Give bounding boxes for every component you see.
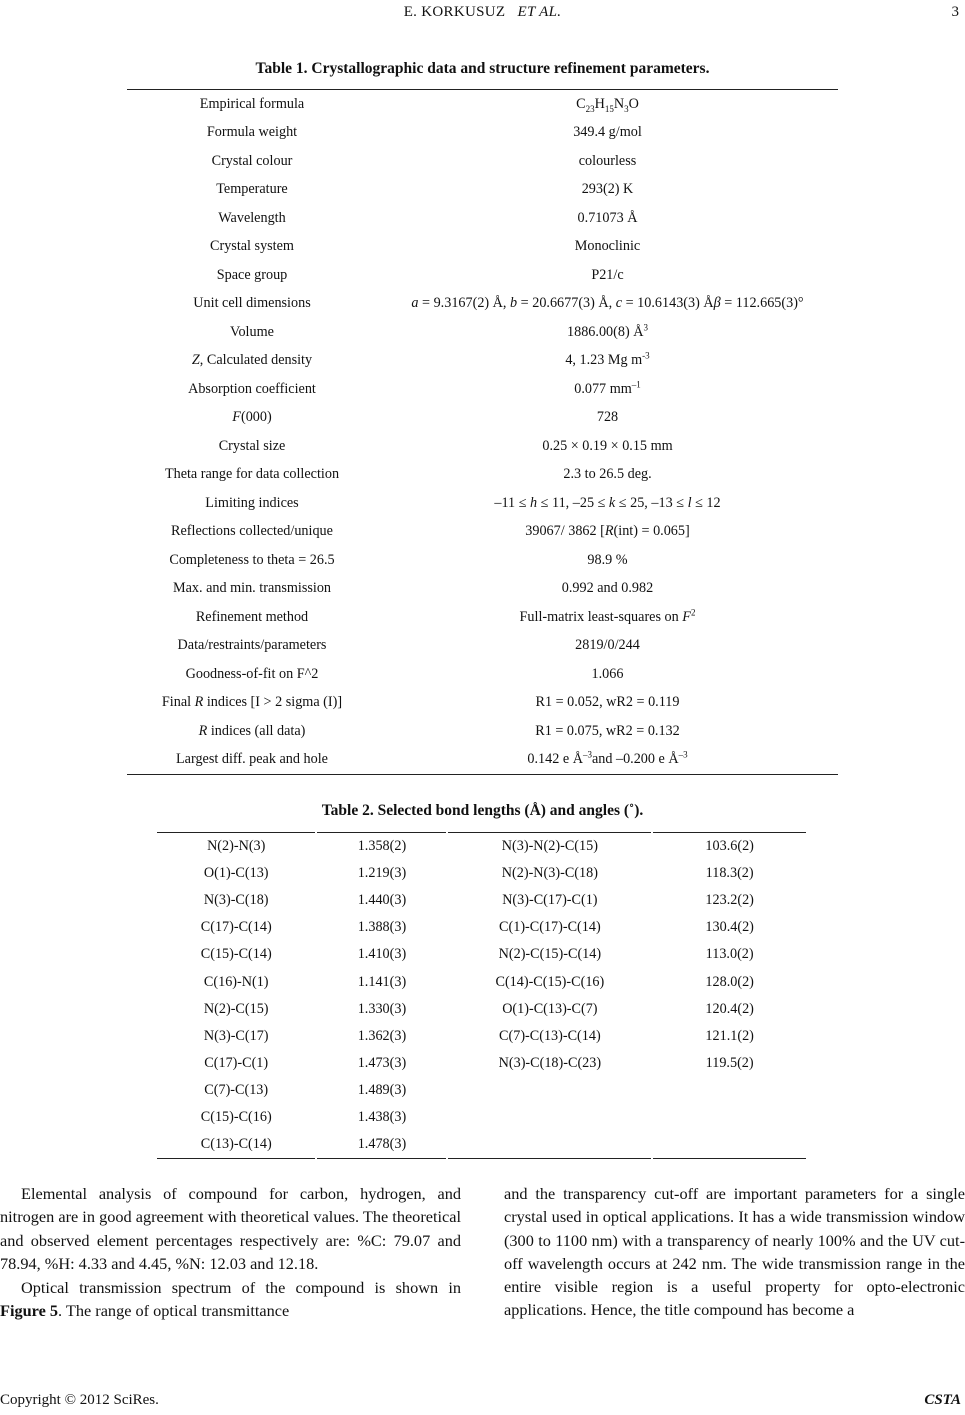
- table1-row: [127, 546, 838, 575]
- bond-length: 1.489(3): [316, 1077, 447, 1104]
- parameter-label: Goodness-of-fit on F^2: [185, 665, 319, 682]
- angle-atoms: N(2)-C(15)-C(14): [447, 941, 652, 968]
- parameter-label: Z, Calculated density: [191, 352, 313, 369]
- table1-row: [127, 318, 838, 347]
- parameter-label: Crystal colour: [211, 152, 293, 169]
- body-column-right: [504, 1182, 965, 1322]
- parameter-value: 293(2) K: [581, 181, 634, 198]
- bond-name: O(1)-C(13): [203, 865, 269, 882]
- parameter-label: Formula weight: [206, 124, 298, 141]
- parameter-label: Crystal size: [218, 437, 286, 454]
- parameter-label: Volume: [230, 323, 274, 340]
- parameter-label: Data/restraints/parameters: [177, 637, 327, 654]
- parameter-label: Theta range for data collection: [164, 466, 340, 483]
- running-head: [0, 4, 965, 26]
- table1-row: [127, 432, 838, 461]
- table1-row: [127, 746, 838, 775]
- table1-row: [127, 290, 838, 319]
- angle-value: 128.0(2): [652, 968, 806, 995]
- table1-row: [127, 404, 838, 433]
- bond-name: C(16)-N(1): [203, 973, 269, 990]
- table2-row: [157, 968, 806, 995]
- bond-name: C(13)-C(14): [157, 1131, 316, 1159]
- table1-row: [127, 518, 838, 547]
- table1-row: [127, 176, 838, 205]
- angle-value: 119.5(2): [652, 1050, 806, 1077]
- table1-row: [127, 489, 838, 518]
- parameter-label: R indices (all data): [198, 722, 306, 739]
- parameter-label: Refinement method: [195, 608, 309, 625]
- figure-ref: Figure 5: [0, 1301, 59, 1321]
- angle-value: [652, 1077, 806, 1104]
- bond-name: C(15)-C(14): [200, 946, 272, 963]
- parameter-value: 0.71073 Å: [577, 209, 638, 226]
- bond-name: N(2)-N(3): [207, 838, 266, 855]
- bond-length: 1.438(3): [316, 1104, 447, 1131]
- table2-row: [157, 996, 806, 1023]
- bond-name: N(3)-C(17): [203, 1027, 269, 1044]
- parameter-label: Max. and min. transmission: [172, 580, 332, 597]
- parameter-value: 2.3 to 26.5 deg.: [563, 466, 652, 483]
- bond-length: 1.410(3): [316, 941, 447, 968]
- table1-row: [127, 347, 838, 376]
- angle-atoms: N(3)-N(2)-C(15): [447, 833, 652, 861]
- parameter-value: 728: [596, 409, 619, 426]
- parameter-value: 0.077 $mm^{-1}$: [574, 379, 641, 397]
- table1-row: [127, 717, 838, 746]
- running-author: E. KORKUSUZ ET AL.: [403, 4, 562, 20]
- table1-row: [127, 204, 838, 233]
- parameter-label: Largest diff. peak and hole: [176, 751, 328, 768]
- angle-value: [652, 1104, 806, 1131]
- parameter-value: P21/c: [591, 266, 624, 283]
- table2-row: [157, 1104, 806, 1131]
- paragraph-transmission: and the transparency cut-off are important parameters for a single crystal used in optical applications. It has a wide transmission window (300 to 1100 nm) with a transparency of nearly 100% and the UV cut-off wavelength occurs at 242 nm. The wide transmission range in the entire visible region is a useful property for opto-electronic applications. Hence, the title compound has become a: [504, 1184, 965, 1320]
- copyright: Copyright © 2012 SciRes.: [0, 1392, 159, 1408]
- parameter-value: 1.066: [591, 665, 624, 682]
- bond-length: 1.141(3): [316, 968, 447, 995]
- bond-length: 1.473(3): [316, 1050, 447, 1077]
- bond-length: 1.362(3): [316, 1023, 447, 1050]
- parameter-value: 4, 1.23 Mg $m^{-3}$: [565, 350, 650, 369]
- table1-row: [127, 461, 838, 490]
- page-number: 3: [951, 4, 959, 20]
- table2-row: [157, 1131, 806, 1159]
- table2-row: [157, 914, 806, 941]
- table1-row: [127, 603, 838, 632]
- parameter-value: 39067/ 3862 [R(int) = 0.065]: [525, 523, 690, 540]
- bond-length: 1.358(2): [316, 833, 447, 861]
- parameter-label: Temperature: [216, 181, 288, 198]
- table1-row: [127, 632, 838, 661]
- angle-atoms: C(7)-C(13)-C(14): [447, 1023, 652, 1050]
- parameter-label: Crystal system: [210, 238, 294, 255]
- parameter-value: R1 = 0.052, wR2 = 0.119: [535, 694, 680, 711]
- angle-value: 121.1(2): [652, 1023, 806, 1050]
- parameter-value: Monoclinic: [574, 238, 641, 255]
- bond-length: 1.440(3): [316, 887, 447, 914]
- angle-atoms: [447, 1104, 652, 1131]
- table2-row: [157, 860, 806, 887]
- bond-name: C(17)-C(1): [204, 1054, 269, 1071]
- journal-abbrev: CSTA: [924, 1392, 961, 1408]
- angle-atoms: [447, 1077, 652, 1104]
- angle-value: 103.6(2): [652, 833, 806, 861]
- body-column-left: [0, 1182, 461, 1323]
- table1-row: [127, 660, 838, 689]
- angle-value: 118.3(2): [652, 860, 806, 887]
- bond-length: 1.478(3): [316, 1131, 447, 1159]
- angle-atoms: C(1)-C(17)-C(14): [447, 914, 652, 941]
- parameter-label: F(000): [232, 409, 272, 426]
- parameter-value: 0.25 × 0.19 × 0.15 mm: [542, 437, 673, 454]
- parameter-value: $C_{23}H_{15}N_3O$: [576, 95, 639, 114]
- table2-row: [157, 1050, 806, 1077]
- table1-row: [127, 119, 838, 148]
- parameter-label: Wavelength: [218, 209, 286, 226]
- angle-atoms: N(3)-C(17)-C(1): [447, 887, 652, 914]
- table1-row: [127, 689, 838, 718]
- table1-caption: Table 1. Crystallographic data and structure refinement parameters.: [255, 60, 710, 77]
- bond-length: 1.388(3): [316, 914, 447, 941]
- angle-atoms: C(14)-C(15)-C(16): [447, 968, 652, 995]
- parameter-label: Completeness to theta = 26.5: [169, 551, 335, 568]
- bond-length: 1.330(3): [316, 996, 447, 1023]
- parameter-label: Reflections collected/unique: [171, 523, 333, 540]
- parameter-label: Absorption coefficient: [188, 380, 316, 397]
- parameter-value: colourless: [578, 152, 637, 169]
- angle-atoms: [447, 1131, 652, 1159]
- bond-name: C(15)-C(16): [200, 1108, 272, 1125]
- bond-name: N(2)-C(15): [203, 1000, 269, 1017]
- parameter-value: 0.142 e $Å^{-3}and$ –0.200 e $Å^{-3}$: [527, 749, 688, 768]
- parameter-value: 1886.00(8) $Å^3$: [567, 322, 648, 340]
- table2-row: [157, 887, 806, 914]
- parameter-value: Full-matrix least-squares on $F^2$: [519, 607, 696, 625]
- parameter-value: 349.4 g/mol: [573, 124, 642, 141]
- crystallographic-table: [127, 89, 838, 775]
- parameter-label: Space group: [216, 266, 288, 283]
- table2-row: [157, 1077, 806, 1104]
- parameter-value: 2819/0/244: [575, 637, 640, 654]
- angle-value: 123.2(2): [652, 887, 806, 914]
- table1-row: [127, 261, 838, 290]
- et-al: ET AL.: [517, 4, 562, 20]
- table1-row: [127, 375, 838, 404]
- parameter-label: Final R indices [I > 2 sigma (I)]: [161, 694, 343, 711]
- parameter-label: Limiting indices: [205, 494, 299, 511]
- paragraph-elemental: Elemental analysis of compound for carbon, hydrogen, and nitrogen are in good agreement with theoretical values. The theoretical and observed element percentages respectively are: %C: 79.07 and 78.94, %H: 4.33 and 4.45, %N: 12.03 and 12.18.: [0, 1184, 461, 1273]
- angle-value: 120.4(2): [652, 996, 806, 1023]
- angle-value: 130.4(2): [652, 914, 806, 941]
- angle-value: [652, 1131, 806, 1159]
- parameter-value: –11 ≤ h ≤ 11, –25 ≤ k ≤ 25, –13 ≤ l ≤ 12: [494, 494, 721, 511]
- table2-row: [157, 833, 806, 861]
- table1-row: [127, 90, 838, 119]
- bond-name: C(17)-C(14): [200, 919, 272, 936]
- parameter-label: Unit cell dimensions: [193, 295, 311, 312]
- bond-name: C(7)-C(13): [204, 1081, 269, 1098]
- angle-atoms: N(3)-C(18)-C(23): [447, 1050, 652, 1077]
- angle-atoms: O(1)-C(13)-C(7): [447, 996, 652, 1023]
- bond-table: [157, 832, 806, 1159]
- parameter-label: Empirical formula: [199, 95, 305, 112]
- table2-row: [157, 941, 806, 968]
- parameter-value: R1 = 0.075, wR2 = 0.132: [535, 722, 680, 739]
- table1-row: [127, 233, 838, 262]
- bond-name: N(3)-C(18): [203, 892, 269, 909]
- angle-atoms: N(2)-N(3)-C(18): [447, 860, 652, 887]
- paragraph-optical: Optical transmission spectrum of the compound is shown in Figure 5. The range of optical transmittance: [0, 1278, 461, 1321]
- angle-value: 113.0(2): [652, 941, 806, 968]
- parameter-value: 98.9 %: [587, 551, 628, 568]
- bond-length: 1.219(3): [316, 860, 447, 887]
- table1-row: [127, 575, 838, 604]
- table2-row: [157, 1023, 806, 1050]
- parameter-value: a = 9.3167(2) Å, b = 20.6677(3) Å, c = 10.6143(3) Åβ = 112.665(3)°: [411, 295, 804, 312]
- parameter-value: 0.992 and 0.982: [561, 580, 654, 597]
- table2-caption: Table 2. Selected bond lengths (Å) and angles (˚).: [321, 802, 644, 819]
- table1-row: [127, 147, 838, 176]
